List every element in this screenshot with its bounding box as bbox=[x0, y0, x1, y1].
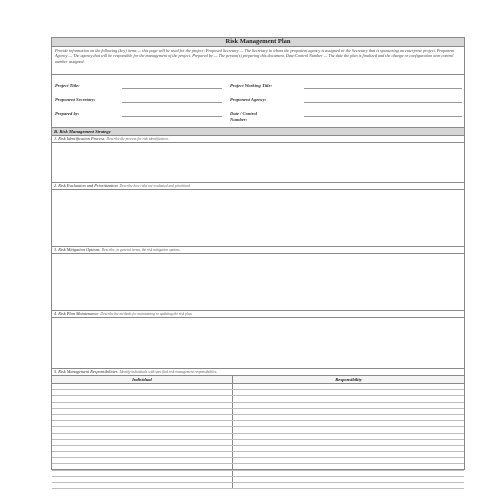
responsibility-cell[interactable] bbox=[233, 390, 464, 395]
risk-strategy-heading: B. Risk Management Strategy bbox=[52, 128, 464, 136]
risk-responsibilities-section bbox=[52, 369, 464, 489]
individual-cell[interactable] bbox=[52, 434, 233, 439]
project-info-section bbox=[52, 75, 464, 128]
risk-mitigation-section bbox=[52, 247, 464, 311]
table-row bbox=[52, 483, 464, 489]
risk-responsibilities-desc: Identify individuals with specified risk management responsibilities. bbox=[119, 370, 218, 374]
responsibility-cell[interactable] bbox=[233, 464, 464, 469]
risk-identification-section bbox=[52, 136, 464, 183]
proponent-secretary-field[interactable] bbox=[122, 102, 222, 103]
responsibility-cell[interactable] bbox=[233, 409, 464, 414]
proponent-agency-label: Proponent Agency: bbox=[230, 97, 267, 102]
risk-responsibilities-label bbox=[52, 369, 464, 376]
risk-identification-title: 1. Risk Identification Process bbox=[54, 136, 105, 141]
risk-plan-maintenance-desc: Describe the methods for maintaining or updating the risk plan. bbox=[100, 312, 193, 316]
risk-plan-maintenance-section bbox=[52, 311, 464, 369]
individual-column-header: Individual bbox=[52, 376, 233, 383]
risk-evaluation-input[interactable] bbox=[52, 190, 464, 253]
individual-cell[interactable] bbox=[52, 471, 233, 476]
prepared-by-field[interactable] bbox=[122, 116, 222, 117]
risk-mitigation-label bbox=[52, 247, 464, 254]
responsibility-cell[interactable] bbox=[233, 427, 464, 432]
risk-plan-maintenance-label bbox=[52, 311, 464, 318]
individual-cell[interactable] bbox=[52, 427, 233, 432]
project-title-label: Project Title: bbox=[55, 83, 80, 88]
responsibilities-table-header bbox=[52, 376, 464, 384]
risk-responsibilities-title: 5. Risk Management Responsibilities bbox=[54, 369, 118, 374]
responsibility-cell[interactable] bbox=[233, 384, 464, 389]
responsibility-cell[interactable] bbox=[233, 452, 464, 457]
intro-text: Provide information on the following (key) items — this page will be used for the project; Proposed Secretary — The Secretary to whom the proponent agency is assigned or the Secretary that is sponsoring an enterprise project. Proponent Agency — The agency that will be responsible for the management of the project. Prepared by — The person(s) preparing this document. Date/Control Number — The date the plan is finalized and the change or configuration item control number assigned. bbox=[55, 48, 455, 64]
responsibility-cell[interactable] bbox=[233, 446, 464, 451]
responsibility-cell[interactable] bbox=[233, 421, 464, 426]
individual-cell[interactable] bbox=[52, 446, 233, 451]
proponent-secretary-label: Proponent Secretary: bbox=[55, 97, 96, 102]
risk-identification-label bbox=[52, 136, 464, 143]
individual-cell[interactable] bbox=[52, 396, 233, 401]
individual-cell[interactable] bbox=[52, 421, 233, 426]
individual-cell[interactable] bbox=[52, 415, 233, 420]
risk-mitigation-title: 3. Risk Mitigation Options bbox=[54, 247, 100, 252]
risk-mitigation-desc: Describe, in general terms, the risk mitigation options. bbox=[101, 248, 181, 252]
risk-plan-maintenance-title: 4. Risk Plan Maintenance bbox=[54, 311, 99, 316]
individual-cell[interactable] bbox=[52, 464, 233, 469]
project-working-title-field[interactable] bbox=[304, 88, 462, 89]
individual-cell[interactable] bbox=[52, 477, 233, 482]
risk-plan-maintenance-input[interactable] bbox=[52, 318, 464, 375]
responsibility-cell[interactable] bbox=[233, 403, 464, 408]
individual-cell[interactable] bbox=[52, 452, 233, 457]
risk-identification-desc: Describe the process for risk identification. bbox=[106, 137, 169, 141]
responsibility-cell[interactable] bbox=[233, 440, 464, 445]
individual-cell[interactable] bbox=[52, 483, 233, 488]
individual-cell[interactable] bbox=[52, 403, 233, 408]
risk-evaluation-desc: Describe how risks are evaluated and prioritized. bbox=[119, 184, 191, 188]
responsibility-cell[interactable] bbox=[233, 415, 464, 420]
prepared-by-label: Prepared by: bbox=[55, 111, 80, 116]
individual-cell[interactable] bbox=[52, 440, 233, 445]
proponent-agency-field[interactable] bbox=[304, 102, 462, 103]
responsibility-cell[interactable] bbox=[233, 477, 464, 482]
intro-instructions bbox=[52, 47, 464, 75]
risk-evaluation-title: 2. Risk Evaluation and Prioritization bbox=[54, 183, 118, 188]
risk-mitigation-input[interactable] bbox=[52, 254, 464, 317]
responsibility-cell[interactable] bbox=[233, 483, 464, 488]
document-title: Risk Management Plan bbox=[52, 38, 464, 47]
responsibility-cell[interactable] bbox=[233, 396, 464, 401]
responsibility-cell[interactable] bbox=[233, 434, 464, 439]
risk-evaluation-label bbox=[52, 183, 464, 190]
responsibilities-table-body bbox=[52, 384, 464, 489]
individual-cell[interactable] bbox=[52, 458, 233, 463]
responsibility-cell[interactable] bbox=[233, 458, 464, 463]
individual-cell[interactable] bbox=[52, 390, 233, 395]
individual-cell[interactable] bbox=[52, 384, 233, 389]
date-control-number-field[interactable] bbox=[304, 116, 462, 117]
project-title-field[interactable] bbox=[122, 88, 222, 89]
date-control-number-label: Date / Control Number: bbox=[230, 111, 258, 122]
individual-cell[interactable] bbox=[52, 409, 233, 414]
project-working-title-label: Project Working Title: bbox=[230, 83, 273, 88]
risk-evaluation-section bbox=[52, 183, 464, 247]
risk-responsibilities-label-row bbox=[52, 369, 464, 376]
responsibility-column-header: Responsibility bbox=[335, 377, 362, 382]
responsibility-cell[interactable] bbox=[233, 471, 464, 476]
risk-management-plan-document bbox=[51, 37, 465, 470]
